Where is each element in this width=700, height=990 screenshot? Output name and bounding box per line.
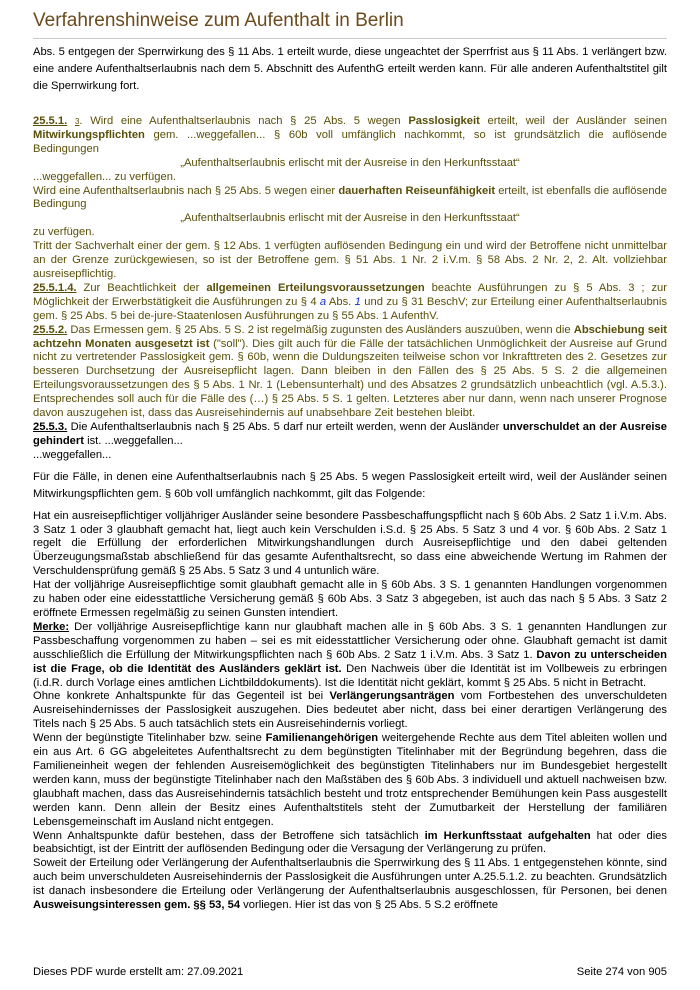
text-run: Die Aufenthaltserlaubnis nach § 25 Abs. 5 darf nur erteilt werden, wenn der Ausländer xyxy=(67,420,503,433)
bold-term: dauerhaften Reiseunfähigkeit xyxy=(338,184,496,197)
page-number: Seite 274 von 905 xyxy=(576,966,667,978)
paragraph-sperrwirkung xyxy=(33,857,667,913)
section-25-5-3 xyxy=(33,421,667,449)
condition-quote: „Aufenthaltserlaubnis erlischt mit der Ausreise in den Herkunftsstaat“ xyxy=(180,212,520,225)
text-run: hat oder dies beabsichtigt, ist der Eintritt der auflösenden Bedingung oder die Versagung der Verlängerung zu prüfen. xyxy=(33,829,667,856)
text-run: und zu § 31 BeschV; zur Erteilung einer Aufenthaltserlaubnis gem. § 25 Abs. 5 bei de-jure-Staatenlosen Ausführungen zu § 55 Abs. 1 AufenthV. xyxy=(33,295,667,322)
text-run: vom Fortbestehen des unverschuldeten Ausreisehindernisses der Passlosigkeit auszugehen. Dies bedeutet aber nicht, dass bei einer derartigen Verlängerung des Titels nach § 25 Abs. 5 auch tatsächlich stets ein Ausreisehindernis vorliegt. xyxy=(33,690,667,731)
creation-date: Dieses PDF wurde erstellt am: 27.09.2021 xyxy=(33,966,244,978)
paragraph-herkunftsstaat xyxy=(33,830,667,858)
text-run: . Wird eine Aufenthaltserlaubnis nach § 25 Abs. 5 wegen xyxy=(79,115,409,127)
text-run: Wird eine Aufenthaltserlaubnis nach § 25 Abs. 5 wegen einer xyxy=(33,184,339,197)
text-run: erteilt, ist ebenfalls die auflösende Bedingung xyxy=(33,184,667,211)
section-number: 25.5.1.4. xyxy=(33,281,77,294)
paragraph-verlaengerung xyxy=(33,690,667,732)
section-25-5-1-paragraph-3: Tritt der Sachverhalt einer der gem. § 12 Abs. 1 verfügten auflösenden Bedingung ein und wird der Betroffene nicht unmittelbar an der Grenze zurückgewiesen, so ist der Betroffene gem. § 51 Abs. 1 Nr. 2 i.V.m. § 58 Abs. 2 Nr. 2, 2. Alt. vollziehbar ausreisepflichtig. xyxy=(33,240,667,280)
title-divider xyxy=(33,38,667,39)
text-run: Ohne konkrete Anhaltspunkte für das Gegenteil ist bei xyxy=(33,690,330,703)
section-25-5-2 xyxy=(33,324,667,421)
text-run: vorliegen. Hier ist das von § 25 Abs. 5 S.2 eröffnete xyxy=(240,899,498,912)
text-run: Soweit der Erteilung oder Verlängerung der Aufenthaltserlaubnis die Sperrwirkung des § 11 Abs. 1 entgegenstehen könnte, sind auch beim unverschuldeten Ausreisehindernis der Passlosigkeit die Ausführungen unter A.25.5.1.2. zu beachten. Grundsätzlich ist danach insbesondere die Erteilung oder Verlängerung der Aufenthaltserlaubnis ausgeschlossen, für Personen, bei denen xyxy=(33,857,667,898)
footnote-marker[interactable]: 3 xyxy=(74,117,80,126)
text-run: Wenn der begünstigte Titelinhaber bzw. seine xyxy=(33,732,266,745)
intro-paragraph: Abs. 5 entgegen der Sperrwirkung des § 11 Abs. 1 erteilt wurde, diese ungeachtet der Sperrfrist aus § 11 Abs. 1 verlängert bzw. eine andere Aufenthaltserlaubnis nach dem 5. Abschnitt des AufenthG erteilt werden kann. Für alle anderen Aufenthaltstitel gilt die Sperrwirkung fort. xyxy=(33,46,667,92)
text-run: gem. ...weggefallen... § 60b voll umfänglich nachkommt, so ist grundsätzlich die auflösende Bedingungen xyxy=(33,128,667,155)
bold-term: Ausweisungsinteressen gem. §§ 53, 54 xyxy=(33,899,241,912)
paragraph-glaubhaft: Hat der volljährige Ausreisepflichtige somit glaubhaft gemacht alle in § 60b Abs. 3 S. 1 genannten Handlungen vorgenommen zu haben oder eine eidesstattliche Versicherung gemäß § 60b Abs. 3 Satz 3 abgegeben, ist auch das nach § 5 Abs. 3 Satz 2 eröffnete Ermessen regelmäßig zu seinen Gunsten intendiert. xyxy=(33,579,667,619)
bold-term: Familienangehörigen xyxy=(265,732,379,745)
text-run: Wenn Anhaltspunkte dafür bestehen, dass der Betroffene sich tatsächlich xyxy=(33,829,425,842)
section-25-5-1-paragraph xyxy=(33,115,667,157)
section-number: 25.5.3. xyxy=(33,420,68,433)
condition-quote: „Aufenthaltserlaubnis erlischt mit der Ausreise in den Herkunftsstaat“ xyxy=(180,156,520,169)
bold-term: allgemeinen Erteilungsvoraussetzungen xyxy=(206,281,425,294)
section-number: 25.5.2. xyxy=(33,323,68,336)
text-run: Zur Beachtlichkeit der xyxy=(76,281,207,294)
bold-term: Mitwirkungspflichten xyxy=(33,128,145,141)
text-run: Der volljährige Ausreisepflichtige kann nur glaubhaft machen alle in § 60b Abs. 3 S. 1 genannten Handlungen zur Passbeschaffung vorgenommen zu haben – sei es mit eidesstattlicher Versicherung oder ohne. Glaubhaft gemacht ist damit ausschließlich die Erfüllung der Mitwirkungspflichten nach § 60b Abs. 2 Satz 1 i.V.m. Abs. 3 Satz 1. xyxy=(33,620,667,661)
section-25-5-1-4 xyxy=(33,282,667,324)
text-run: erteilt, weil der Ausländer seinen xyxy=(479,115,667,127)
removed-note: ...weggefallen... xyxy=(33,448,112,461)
note-label: Merke: xyxy=(33,620,70,633)
section-number: 25.5.1. xyxy=(33,115,68,127)
text-run: Das Ermessen gem. § 25 Abs. 5 S. 2 ist regelmäßig zugunsten des Ausländers auszuüben, wenn die xyxy=(67,323,574,336)
document-body xyxy=(33,44,667,913)
inline-link[interactable]: a xyxy=(319,295,327,308)
paragraph-familie xyxy=(33,732,667,829)
bold-term: Passlosigkeit xyxy=(408,115,480,127)
bold-term: Davon zu unterscheiden ist die Frage, ob die Identität des Ausländers geklärt ist. xyxy=(33,648,667,675)
text-run: weitergehende Rechte aus dem Titel ableiten wollen und ein aus Art. 6 GG abgeleitetes Aufenthaltsrecht zu dem begünstigten Titelinhaber mit der Begründung begehren, dass die Familieneinheit wegen der fehlenden Ausreisemöglichkeit des begünstigten Titelinhabers nur im Bundesgebiet hergestellt werden kann, muss der begünstigte Titelinhaber nach den Maßstäben des § 60b Abs. 3 individuell und aktuell nachweisen bzw. glaubhaft machen, dass das Ausreisehindernis tatsächlich besteht und trotz entsprechender Bemühungen kein Pass ausgestellt werden kann. Denn allein der Besitz eines Aufenthaltstitels steht der Zumutbarkeit der Herstellung der familiären Lebensgemeinschaft im Ausland nicht entgegen. xyxy=(33,732,667,828)
section-25-5-1 xyxy=(33,115,667,282)
inline-link[interactable]: 1 xyxy=(354,295,361,308)
section-25-5-1-paragraph-2 xyxy=(33,185,667,213)
removed-note: ...weggefallen... zu verfügen. xyxy=(33,170,177,183)
bold-term: im Herkunftsstaat aufgehalten xyxy=(424,829,591,842)
text-run: beachte Ausführungen zu § 5 Abs. 3 ; zur Möglichkeit der Erwerbstätigkeit die Ausführungen zu § 4 xyxy=(33,281,667,308)
text-line: zu verfügen. xyxy=(33,226,95,239)
text-run: ("soll"). Dies gilt auch für die Fälle der tatsächlichen Unmöglichkeit der Ausreise auf Grund nicht zu vertretender Passlosigkeit gem. § 60b, wenn die Duldungszeiten teilweise schon vor Inkrafttreten des 2. Gesetzes zur besseren Durchsetzung der Ausreisepflicht lagen. Dann bleiben in den Fällen des § 25 Abs. 5 S. 2 die allgemeinen Erteilungsvoraussetzungen des § 5 Abs. 1 Nr. 1 (Lebensunterhalt) und des Absatzes 2 grundsätzlich unbeachtlich (vgl. A.5.3.). Entsprechendes soll auch für die Fälle des (…) § 25 Abs. 5 S. 1 gelten. Letzteres aber nur dann, wenn nach unserer Prognose davon auszugehen ist, dass das Ausreisehindernis auf unabsehbare Zeit bestehen bleibt. xyxy=(33,337,667,420)
text-run: ist. ...weggefallen... xyxy=(83,434,183,447)
bold-term: Abschiebung seit achtzehn Monaten ausgesetzt ist xyxy=(33,323,667,350)
paragraph-passbeschaffung: Hat ein ausreisepflichtiger volljähriger Ausländer seine besondere Passbeschaffungspflicht nach § 60b Abs. 2 Satz 1 i.V.m. Abs. 3 Satz 1 oder 3 glaubhaft gemacht hat, liegt auch kein Verschulden i.S.d. § 25 Abs. 5 Satz 3 und 4 vor. § 60b Abs. 2 Satz 1 regelt die Erfüllung der erforderlichen Mitwirkungshandlungen durch Ausreisepflichtige und den dabei geltenden Überzeugungsmaßstab abschließend für das gesamte Aufenthaltsrecht, so dass eine abweichende Wertung im Rahmen der Verschuldensprüfung gemäß § 25 Abs. 5 Satz 3 und 4 untunlich wäre. xyxy=(33,509,667,578)
text-run: Den Nachweis über die Identität ist im Vollbeweis zu erbringen (i.d.R. durch Vorlage eines amtlichen Lichtbilddokuments). Ist die Identität nicht geklärt, kommt § 25 Abs. 5 nicht in Betracht. xyxy=(33,662,668,689)
page-title: Verfahrenshinweise zum Aufenthalt in Berlin xyxy=(33,10,404,31)
bold-term: Verlängerungsanträgen xyxy=(329,690,455,703)
text-run: Abs. xyxy=(326,295,355,308)
bold-term: unverschuldet an der Ausreise gehindert xyxy=(33,420,667,447)
paragraph-passlosigkeit: Für die Fälle, in denen eine Aufenthaltserlaubnis nach § 25 Abs. 5 wegen Passlosigkeit erteilt wird, weil der Ausländer seinen Mitwirkungspflichten gem. § 60b voll umfänglich nachkommt, gilt das Folgende: xyxy=(33,470,667,500)
paragraph-merke xyxy=(33,621,667,691)
